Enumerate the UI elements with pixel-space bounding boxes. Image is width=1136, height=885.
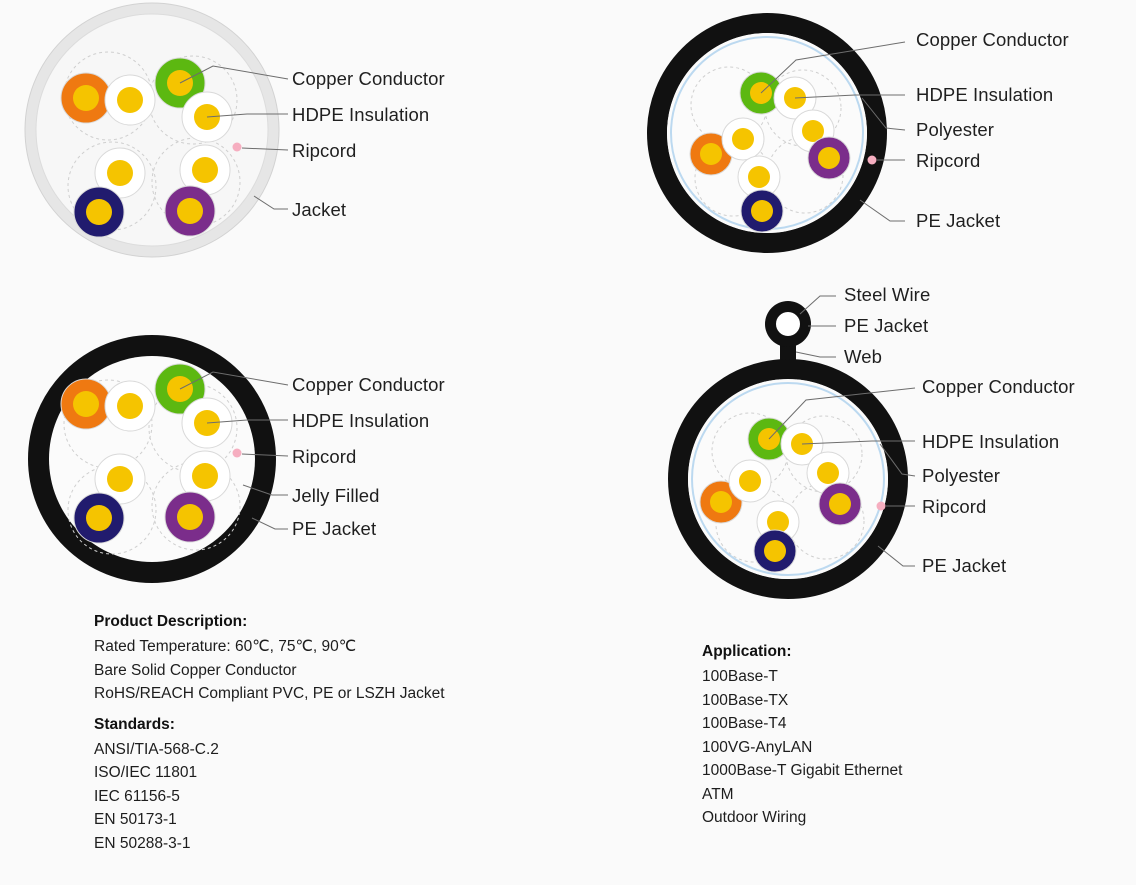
application-line: 100VG-AnyLAN (702, 738, 813, 756)
application-line: 100Base-T4 (702, 715, 787, 732)
label-web: Web (844, 346, 883, 367)
label-steel-wire: Steel Wire (844, 284, 931, 305)
product-description-heading: Product Description: (94, 613, 248, 630)
application-line: ATM (702, 785, 734, 803)
label-polyester-messenger: Polyester (922, 465, 1001, 486)
label-polyester-ftp: Polyester (916, 119, 995, 140)
label-hdpe-insulation-messenger: HDPE Insulation (922, 431, 1060, 452)
label-hdpe-insulation-ftp: HDPE Insulation (916, 84, 1054, 105)
application-line: 100Base-TX (702, 691, 789, 709)
application-line: 100Base-T (702, 668, 778, 685)
label-hdpe-insulation-jelly: HDPE Insulation (292, 410, 430, 431)
standards-line: EN 50173-1 (94, 811, 177, 828)
application-heading: Application: (702, 643, 792, 660)
standards-line: EN 50288-3-1 (94, 834, 191, 852)
label-hdpe-insulation-utp: HDPE Insulation (292, 104, 430, 125)
utp-cable-cross-section (25, 3, 288, 257)
standards-line: ANSI/TIA-568-C.2 (94, 740, 219, 758)
label-pe-jacket-messenger-top: PE Jacket (844, 315, 929, 336)
label-ripcord-utp: Ripcord (292, 140, 357, 161)
label-pe-jacket-ftp: PE Jacket (916, 210, 1001, 231)
label-ripcord-messenger: Ripcord (922, 496, 987, 517)
label-jelly-filled: Jelly Filled (292, 485, 380, 506)
label-pe-jacket-messenger: PE Jacket (922, 555, 1007, 576)
application-block (702, 643, 902, 830)
product-description-line: Rated Temperature: 60℃, 75℃, 90℃ (94, 638, 357, 655)
standards-line: IEC 61156-5 (94, 787, 180, 805)
application-line: Outdoor Wiring (702, 809, 807, 826)
jelly-filled-cable-cross-section (39, 346, 288, 572)
label-copper-conductor-jelly: Copper Conductor (292, 374, 445, 395)
shielded-cable-cross-section (657, 23, 905, 243)
product-description-line: RoHS/REACH Compliant PVC, PE or LSZH Jacket (94, 685, 445, 702)
label-copper-conductor-ftp: Copper Conductor (916, 29, 1069, 50)
label-copper-conductor-utp: Copper Conductor (292, 68, 445, 89)
label-ripcord-jelly: Ripcord (292, 446, 357, 467)
messenger-cable-cross-section (678, 296, 915, 589)
standards-heading: Standards: (94, 715, 175, 733)
spacer (94, 706, 445, 716)
application-line: 1000Base-T Gigabit Ethernet (702, 762, 903, 779)
label-jacket-utp: Jacket (292, 199, 347, 220)
label-ripcord-ftp: Ripcord (916, 150, 981, 171)
label-pe-jacket-jelly: PE Jacket (292, 518, 377, 539)
label-copper-conductor-messenger: Copper Conductor (922, 376, 1075, 397)
standards-line: ISO/IEC 11801 (94, 764, 198, 781)
product-description-line: Bare Solid Copper Conductor (94, 661, 297, 679)
product-description-block (94, 613, 445, 855)
